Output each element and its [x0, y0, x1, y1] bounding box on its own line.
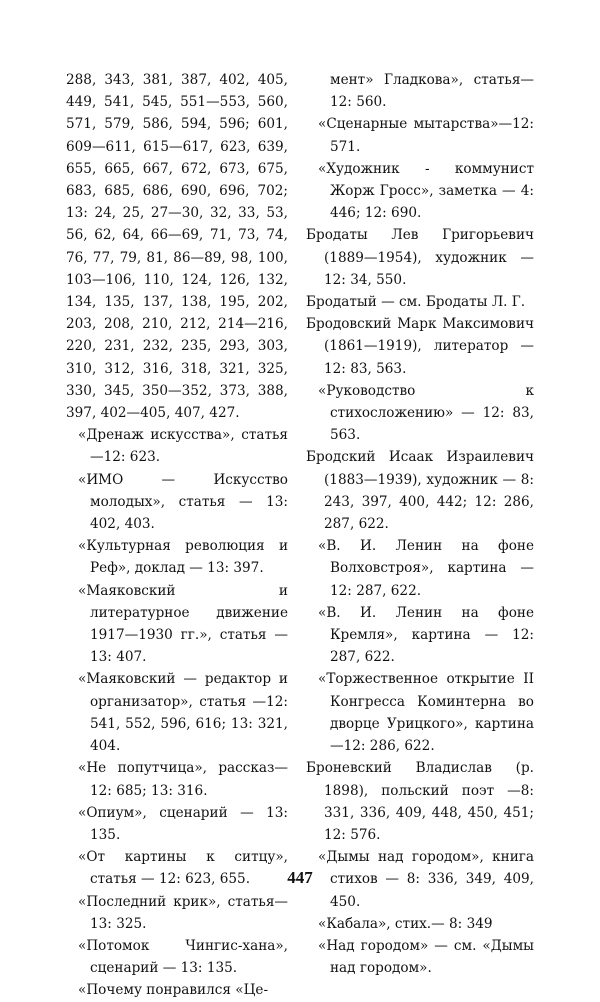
index-subentry: «Опиум», сценарий — 13: 135. [78, 804, 288, 843]
index-subentry: «Дренаж искусства», статья—12: 623. [78, 427, 288, 466]
index-entry-brodaty-ref: Бродатый — см. Бродаты Л. Г. [306, 294, 526, 311]
index-column-right [306, 69, 534, 979]
index-subentry: «Маяковский — редактор и организатор», статья —12: 541, 552, 596, 616; 13: 321, 404. [78, 671, 288, 755]
index-entry-bronevsky: Броневский Владислав (р. 1898), польский поэт —8: 331, 336, 409, 448, 450, 451; 12: 576. [306, 760, 534, 843]
index-subentry-continuation: мент» Гладкова», статья— 12: 560. [330, 72, 534, 111]
index-subentry: «В. И. Ленин на фоне Кремля», картина — 12: 287, 622. [318, 604, 534, 666]
index-entry-brodsky: Бродский Исаак Израилевич (1883—1939), художник — 8: 243, 397, 400, 442; 12: 286, 287, 622. [306, 449, 534, 533]
index-entry-continuation: 288, 343, 381, 387, 402, 405, 449, 541, 545, 551—553, 560, 571, 579, 586, 594, 596; 601, 609—611, 615—617, 623, 639, 655, 665, 667, 672, 673, 675, 683, 685, 686, 690, 696, 702; 13: 24, 25, 27—30, 32, 33, 53, 56, 62, 64, 66—69, 71, 73, 74, 76, 77, 79, 81, 86—89, 98, 100, 103—106, 110, 124, 126, 132, 134, 135, 137, 138, 195, 202, 203, 208, 210, 212, 214—216, 220, 231, 232, 235, 293, 303, 310, 312, 316, 318, 321, 325, 330, 345, 350—352, 373, 388, 397, 402—405, 407, 427. [66, 72, 288, 422]
index-subentry: «Руководство к стихосложению» — 12: 83, 563. [318, 382, 534, 444]
index-subentry: «Кабала», стих.— 8: 349 [318, 915, 493, 932]
index-subentry: «В. И. Ленин на фоне Волховстроя», картина —12: 287, 622. [318, 538, 534, 599]
index-subentry: «Торжественное открытие II Конгресса Коминтерна во дворце Урицкого», картина—12: 286, 622. [318, 671, 534, 755]
index-subentry: «Последний крик», статья—13: 325. [78, 893, 288, 932]
index-subentry: «Потомок Чингис-хана», сценарий — 13: 135. [78, 937, 288, 977]
index-subentry: «От картины к ситцу», статья — 12: 623, 655. [78, 849, 288, 888]
index-column-left [66, 69, 288, 1002]
index-subentry: «Не попутчица», рассказ—12: 685; 13: 316. [78, 760, 288, 799]
index-subentry: «Сценарные мытарства»—12: 571. [318, 116, 534, 155]
index-subentry: «Почему понравился «Це- [78, 982, 269, 999]
index-entry-brodovsky: Бродовский Марк Максимович (1861—1919), литератор — 12: 83, 563. [306, 316, 534, 377]
index-subentry: «Дымы над городом», книга стихов — 8: 336, 349, 409, 450. [318, 849, 534, 910]
index-subentry: «Художник - коммунист Жорж Гросс», заметка — 4: 446; 12: 690. [318, 160, 534, 222]
index-entry-brodaty: Бродаты Лев Григорьевич (1889—1954), художник —12: 34, 550. [306, 227, 534, 288]
page-number: 447 [287, 868, 313, 887]
index-subentry: «Над городом» — см. «Дымы над городом». [318, 937, 534, 977]
index-subentry: «Маяковский и литературное движение 1917—1930 гг.», статья — 13: 407. [78, 582, 288, 666]
index-subentry: «ИМО — Искусство молодых», статья — 13: 402, 403. [78, 471, 288, 533]
index-subentry: «Культурная революция и Реф», доклад — 13: 397. [78, 538, 288, 577]
